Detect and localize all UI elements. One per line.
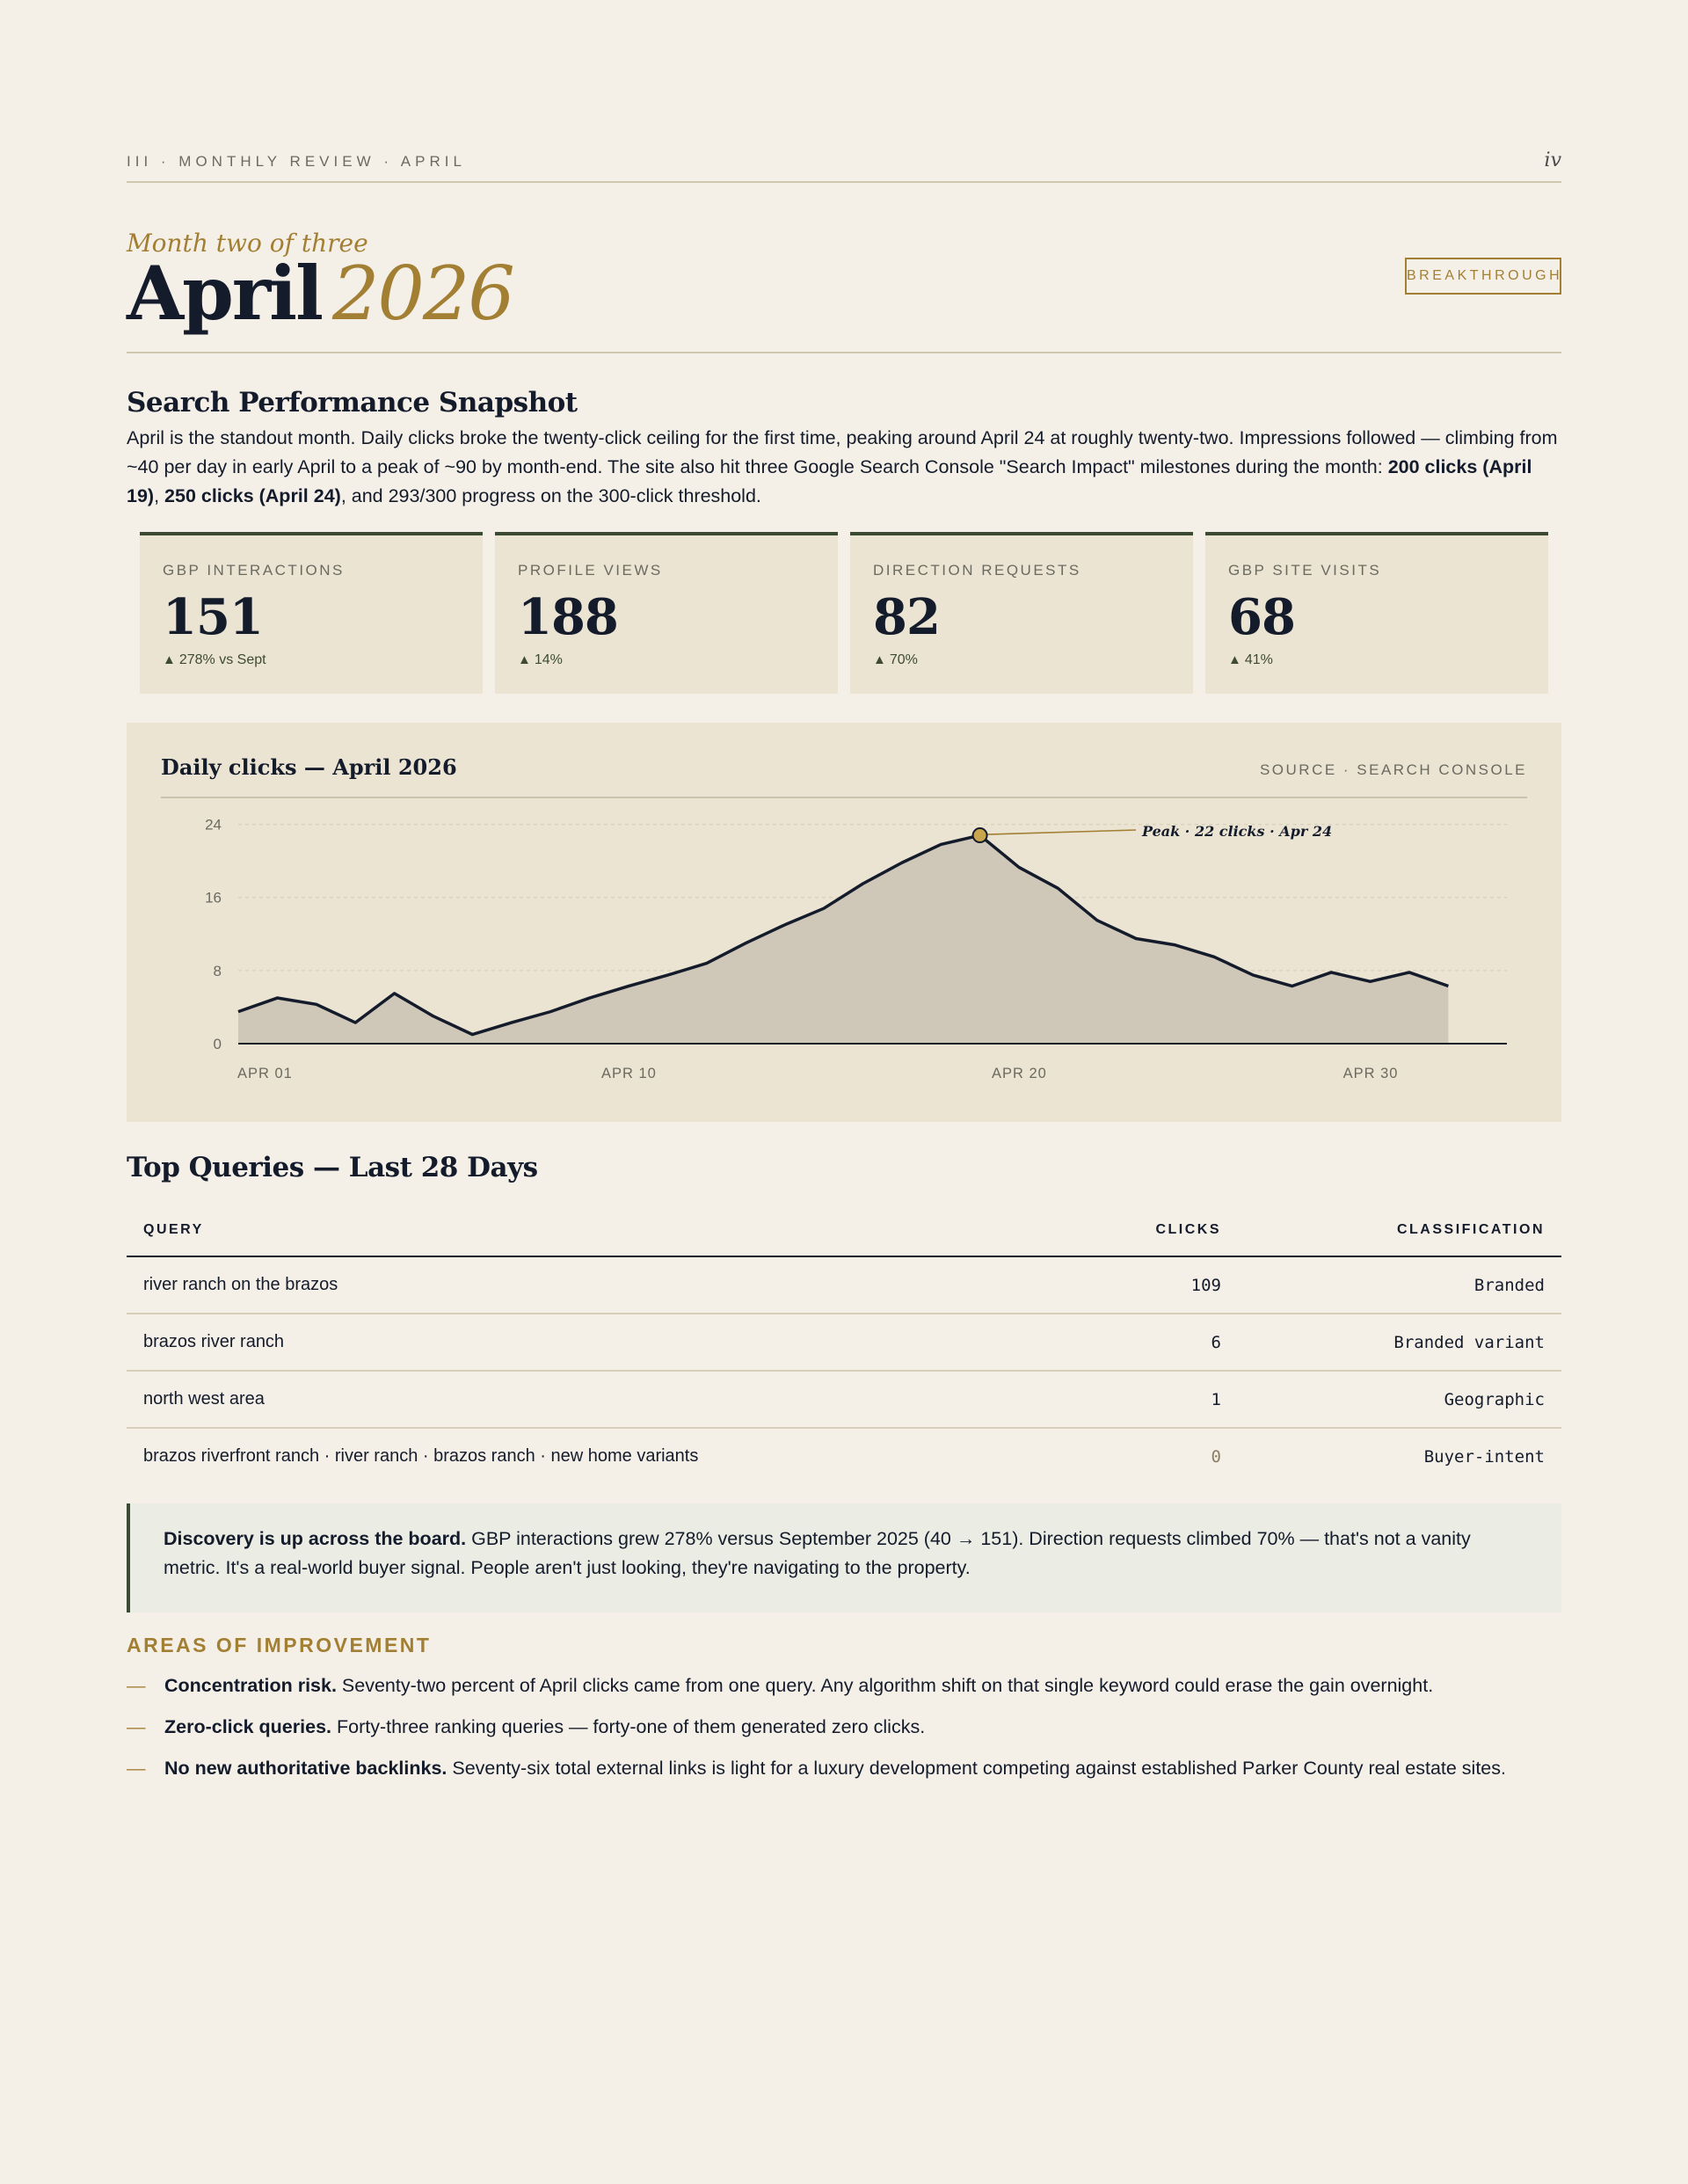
item-text: Seventy-two percent of April clicks came from one query. Any algorithm shift on that single keyword could erase the gain overnight.: [336, 1675, 1434, 1696]
clicks-cell: 1: [941, 1371, 1238, 1428]
col-header-query: QUERY: [127, 1205, 941, 1256]
clicks-cell: 109: [941, 1256, 1238, 1314]
table-row: [127, 1428, 1561, 1484]
queries-table-wrap: [127, 1205, 1561, 1484]
item-text: Seventy-six total external links is light for a luxury development competing against established Parker County real estate sites.: [447, 1758, 1506, 1779]
table-row: [127, 1371, 1561, 1428]
page-title: [127, 250, 513, 337]
x-tick-label: APR 30: [1342, 1066, 1399, 1081]
annotation-leader: [987, 830, 1136, 834]
metric-card-gbp-site-visits: [1205, 532, 1548, 694]
peak-marker: [973, 828, 987, 842]
metric-delta-text: 278% vs Sept: [178, 652, 266, 667]
section-label: III · MONTHLY REVIEW · APRIL: [127, 153, 466, 170]
classification-cell: Buyer-intent: [1423, 1446, 1545, 1467]
page-number: iv: [1544, 149, 1561, 171]
snapshot-paragraph: [127, 424, 1561, 511]
clicks-area: [238, 835, 1448, 1044]
clicks-cell: 0: [1211, 1446, 1221, 1467]
queries-table: [127, 1205, 1561, 1484]
metric-delta-text: 41%: [1244, 652, 1273, 667]
title-year: 2026: [331, 251, 513, 337]
dash-icon: —: [127, 1716, 146, 1737]
improvement-list: [127, 1671, 1561, 1795]
list-item: [127, 1671, 1561, 1712]
metric-delta: [1228, 652, 1273, 668]
classification-cell: Branded variant: [1238, 1314, 1561, 1371]
metric-label: GBP INTERACTIONS: [163, 562, 345, 579]
areas-heading: AREAS OF IMPROVEMENT: [127, 1634, 432, 1656]
status-badge: BREAKTHROUGH: [1405, 258, 1561, 295]
query-cell: north west area: [127, 1371, 941, 1428]
month-kicker: Month two of three: [127, 229, 368, 258]
query-cell: brazos riverfront ranch · river ranch · brazos ranch · new home variants: [143, 1446, 699, 1466]
dash-icon: —: [127, 1675, 146, 1696]
item-lead: Zero-click queries.: [164, 1716, 331, 1737]
metric-value: 188: [518, 588, 618, 646]
item-lead: No new authoritative backlinks.: [164, 1758, 447, 1779]
y-tick-label: 24: [205, 816, 222, 834]
table-header-row: [127, 1205, 1561, 1256]
snapshot-text-1: April is the standout month. Daily clicks broke the twenty-click ceiling for the first time, peaking around April 24 at roughly twenty-two. Impressions followed — climbing from ~40 per day in early April to a peak of ~90 by month-end. The site also hit three Google Search Console "Search Impact" milestones during the month:: [127, 427, 1558, 477]
metric-label: DIRECTION REQUESTS: [873, 562, 1081, 579]
x-tick-label: APR 01: [237, 1066, 293, 1081]
y-tick-label: 0: [213, 1036, 222, 1052]
metric-delta: [163, 652, 266, 668]
metric-label: PROFILE VIEWS: [518, 562, 663, 579]
peak-annotation: Peak · 22 clicks · Apr 24: [1142, 823, 1333, 840]
x-tick-label: APR 20: [992, 1066, 1047, 1081]
up-triangle-icon: ▲: [873, 652, 886, 667]
dash-icon: —: [127, 1758, 146, 1779]
y-tick-label: 16: [205, 889, 222, 906]
running-head: [127, 149, 1561, 183]
item-text: Forty-three ranking queries — forty-one of them generated zero clicks.: [331, 1716, 926, 1737]
daily-clicks-chart-panel: [127, 723, 1561, 1122]
up-triangle-icon: ▲: [1228, 652, 1241, 667]
metric-card-gbp-interactions: [140, 532, 483, 694]
table-row: [127, 1256, 1561, 1314]
metric-delta: [873, 652, 918, 668]
y-tick-label: 8: [213, 962, 222, 979]
callout-lead: Discovery is up across the board.: [164, 1528, 467, 1549]
milestone-250: 250 clicks (April 24): [164, 485, 341, 506]
chart-source: SOURCE · SEARCH CONSOLE: [1259, 761, 1527, 778]
discovery-callout: [127, 1503, 1561, 1613]
metric-label: GBP SITE VISITS: [1228, 562, 1382, 579]
up-triangle-icon: ▲: [518, 652, 531, 667]
metric-delta-text: 70%: [889, 652, 918, 667]
metric-value: 68: [1228, 588, 1295, 646]
classification-cell: Geographic: [1238, 1371, 1561, 1428]
chart-title: Daily clicks — April 2026: [161, 754, 457, 780]
metric-card-direction-requests: [850, 532, 1193, 694]
list-item: [127, 1712, 1561, 1753]
metric-card-profile-views: [495, 532, 838, 694]
snapshot-text-2: , and 293/300 progress on the 300-click threshold.: [340, 485, 761, 506]
col-header-clicks: CLICKS: [941, 1205, 1238, 1256]
metric-delta-text: 14%: [534, 652, 563, 667]
item-lead: Concentration risk.: [164, 1675, 337, 1696]
metric-delta: [518, 652, 563, 668]
metric-value: 82: [873, 588, 940, 646]
snapshot-sep: ,: [154, 485, 165, 506]
query-cell: brazos river ranch: [127, 1314, 941, 1371]
clicks-cell: 6: [941, 1314, 1238, 1371]
milestone-200: 200 clicks (April 19): [127, 456, 1532, 506]
callout-text: GBP interactions grew 278% versus September 2025 (40 → 151). Direction requests climbed 70% — that's not a vanity metric. It's a real-world buyer signal. People aren't just looking, they're navigating to the property.: [164, 1528, 1471, 1578]
metric-value: 151: [163, 588, 263, 646]
up-triangle-icon: ▲: [163, 652, 176, 667]
x-tick-label: APR 10: [601, 1066, 657, 1081]
query-cell: river ranch on the brazos: [127, 1256, 941, 1314]
col-header-classification: CLASSIFICATION: [1238, 1205, 1561, 1256]
metric-cards: [140, 532, 1548, 694]
classification-cell: Branded: [1238, 1256, 1561, 1314]
title-month: April: [127, 250, 322, 337]
table-row: [127, 1314, 1561, 1371]
list-item: [127, 1753, 1561, 1795]
queries-heading: Top Queries — Last 28 Days: [127, 1152, 538, 1183]
month-header: [127, 227, 1561, 353]
snapshot-heading: Search Performance Snapshot: [127, 387, 578, 419]
daily-clicks-chart: [127, 723, 1561, 1122]
